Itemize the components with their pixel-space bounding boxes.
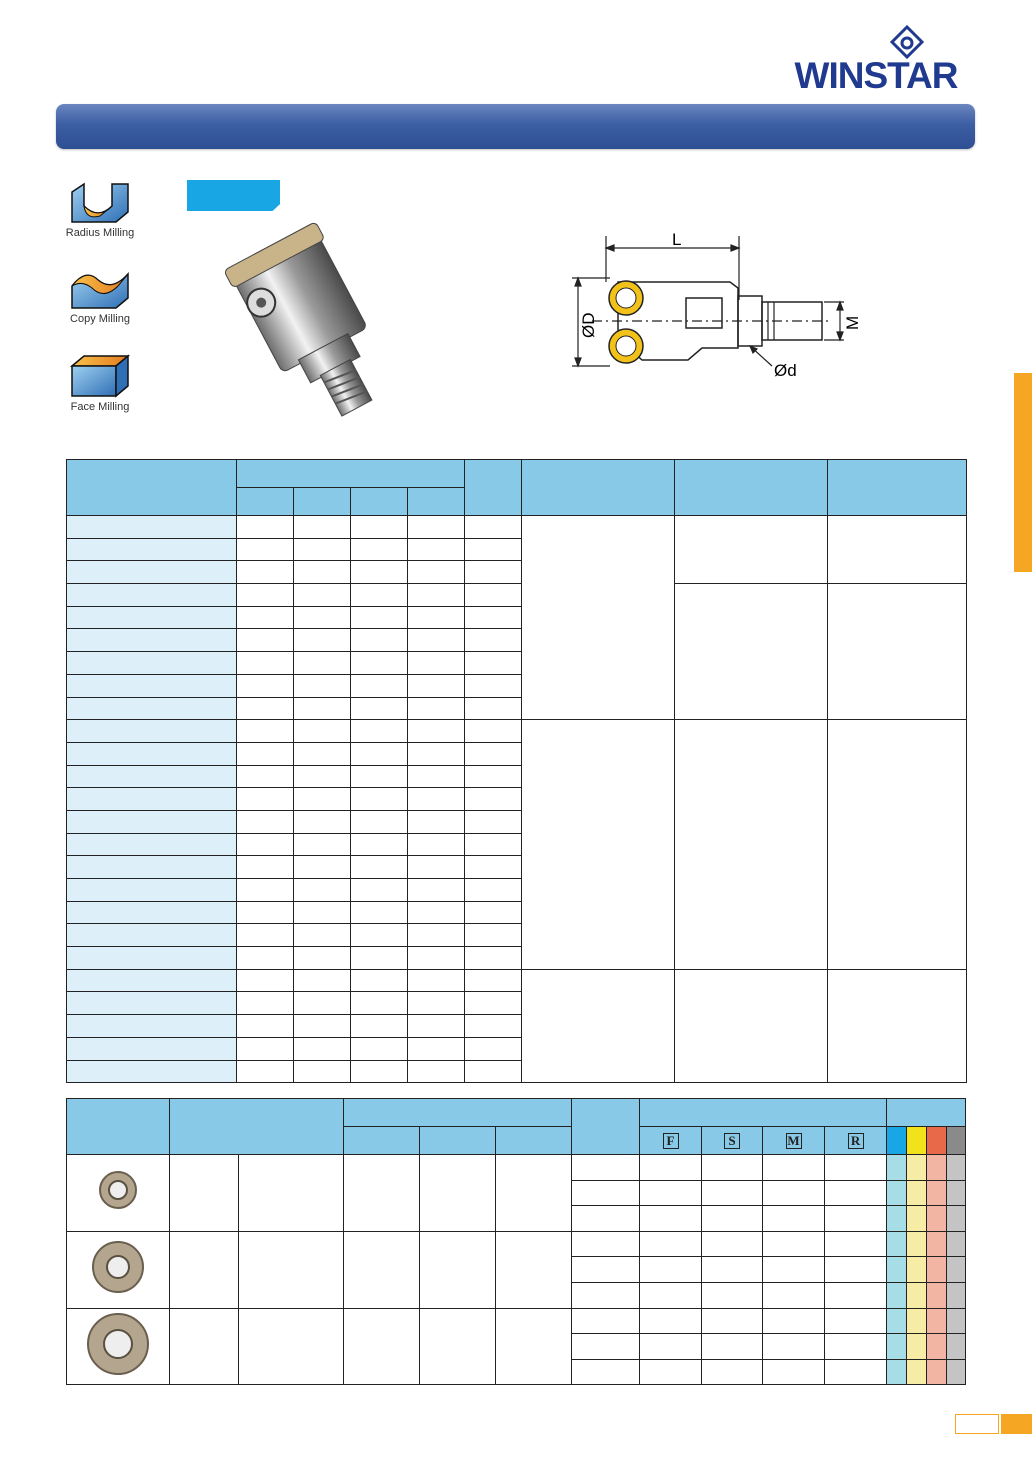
svg-text:WINSTAR: WINSTAR: [794, 55, 958, 96]
insert-image: [67, 1308, 170, 1385]
dim-d-label: Ød: [774, 361, 797, 380]
tool-dimension-drawing: [562, 226, 862, 386]
operation-copy-milling: [62, 266, 138, 325]
operation-face-milling: [62, 354, 138, 413]
grade-S: S: [702, 1127, 763, 1155]
header-row: [67, 460, 967, 488]
grade-M: M: [763, 1127, 825, 1155]
page-number-box: [955, 1414, 999, 1434]
dim-L-label: L: [672, 230, 682, 249]
dim-M-label: M: [843, 315, 862, 330]
tool-photo: [200, 222, 420, 422]
table-row: [67, 1308, 966, 1334]
grade-F: F: [640, 1127, 702, 1155]
header-row: [67, 1099, 966, 1127]
operation-label: Radius Milling: [65, 227, 135, 239]
table-row: [67, 720, 967, 743]
grade-R: R: [825, 1127, 887, 1155]
operation-label: Copy Milling: [70, 313, 130, 325]
cutter-spec-table: [66, 459, 967, 1083]
table-row: [67, 1155, 966, 1181]
copy-milling-icon: [68, 266, 132, 310]
table-row: [67, 1231, 966, 1257]
series-tag: [187, 180, 280, 211]
operation-label: Face Milling: [70, 401, 130, 413]
table-row: [67, 516, 967, 539]
winstar-logo: [776, 22, 976, 96]
side-tab: [1014, 373, 1032, 572]
title-banner: [56, 104, 975, 149]
radius-milling-icon: [68, 180, 132, 224]
insert-image: [67, 1155, 170, 1232]
insert-table: [66, 1098, 966, 1385]
insert-image: [67, 1231, 170, 1308]
table-row: [67, 584, 967, 607]
dim-D-label: ØD: [579, 312, 598, 338]
table-row: [67, 969, 967, 992]
page-tab: [1001, 1414, 1032, 1434]
operation-radius-milling: [62, 180, 138, 239]
face-milling-icon: [68, 354, 132, 398]
